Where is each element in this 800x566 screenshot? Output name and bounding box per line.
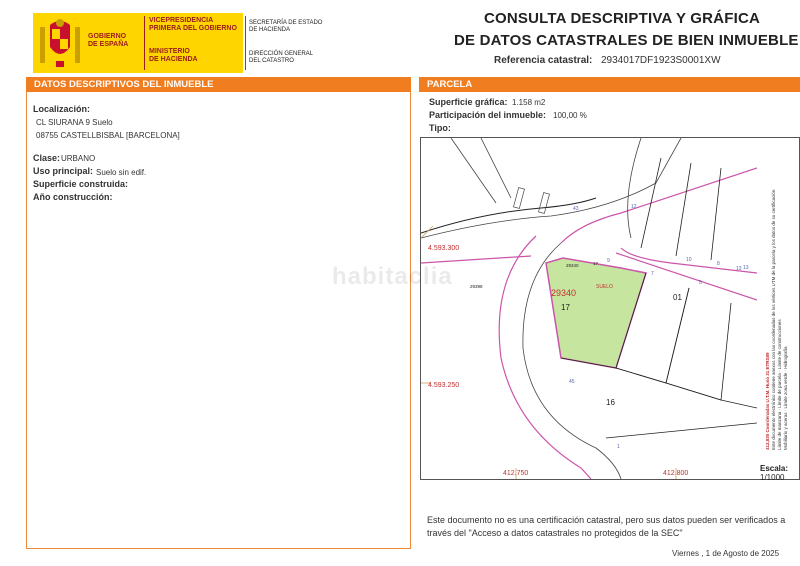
street-number: 45 [569, 379, 575, 385]
ref-catastral-label: Referencia catastral: [494, 55, 593, 66]
gov-divider-2 [245, 16, 246, 70]
neighbour-parcel [666, 288, 731, 400]
cadastral-map [421, 138, 757, 479]
superficie-grafica-label: Superficie gráfica: [429, 97, 508, 107]
small-label-b: 17 [593, 261, 599, 266]
neighbour-parcel [641, 158, 661, 248]
ref-catastral-value: 2934017DF1923S0001XW [601, 55, 721, 66]
parcel-16-label: 16 [606, 398, 615, 407]
parcel-number-label: 17 [561, 303, 570, 312]
legend-note: Este documento electrónico contiene anexos con las coordenadas de los vértices UTM de la parcela y los datos de su certificación [771, 189, 776, 450]
clase-label: Clase: [33, 153, 61, 163]
address-line1: CL SIURANA 9 Suelo [36, 118, 113, 127]
legend-item: Mobiliario y aceras [783, 412, 788, 450]
gov-col3-bottom-line1: DIRECCIÓN GENERAL [249, 51, 314, 57]
map-legend: 412,830 Coordenadas U.T.M. Huso 31 ETRS89 Este documento electrónico contiene anexos con las coordenadas de los vértices UTM de la parcela y los datos de su certificación Límite de manzana · Límite de parcela · Límite de construcciones Mobiliario y aceras · Límite zona verde · Hidrografía [757, 138, 800, 464]
tipo-label: Tipo: [429, 123, 451, 133]
gov-col2-top [149, 17, 237, 33]
gov-col3-bottom [249, 51, 313, 65]
street-number: 7 [651, 271, 654, 277]
parcel-id-label: 29340 [551, 288, 577, 298]
gov-col2-bottom [149, 48, 198, 64]
gov-col1 [88, 33, 128, 49]
coord-y-upper: 4.593.300 [428, 245, 460, 252]
participacion-value: 100,00 % [553, 111, 587, 120]
legend-item: Límite de construcciones [777, 319, 782, 370]
street-number: 13 [743, 265, 749, 271]
descriptive-data-header: DATOS DESCRIPTIVOS DEL INMUEBLE [26, 77, 411, 92]
gov-col2-top-line2: PRIMERA DEL GOBIERNO [149, 25, 237, 32]
map-building [539, 193, 550, 214]
map-road-edge-pink [561, 168, 757, 243]
superficie-construida-label: Superficie construida: [33, 179, 129, 189]
coord-x-right: 412.800 [663, 470, 689, 477]
small-label-a: 29340 [566, 263, 579, 268]
legend-item: Hidrografía [783, 346, 788, 369]
superficie-grafica-value: 1.158 m2 [512, 98, 546, 107]
street-number: 43 [573, 206, 579, 212]
coord-x-left: 412.750 [503, 470, 529, 477]
gov-col2-top-line1: VICEPRESIDENCIA [149, 17, 214, 24]
selected-parcel [546, 258, 646, 368]
gov-col1-line2: DE ESPAÑA [88, 41, 129, 48]
map-block-line [421, 198, 596, 233]
legend-item: Límite de manzana [777, 411, 782, 450]
small-label-c: 29398 [470, 284, 483, 289]
map-building [514, 188, 525, 209]
gov-col3-bottom-line2: DEL CATASTRO [249, 58, 294, 64]
document-title-line2: DE DATOS CATASTRALES DE BIEN INMUEBLE [454, 32, 799, 49]
neighbour-parcel [561, 358, 757, 408]
street-number: 8 [717, 261, 720, 267]
scale-label: Escala: [760, 464, 789, 473]
gov-divider [144, 16, 145, 70]
legend-coords: 412,830 Coordenadas U.T.M. Huso 31 ETRS89 [765, 352, 770, 450]
descriptive-data-panel [26, 77, 411, 549]
map-block-line [481, 138, 511, 198]
map-street-line [421, 256, 531, 263]
parcel-01-label: 01 [673, 293, 682, 302]
participacion-label: Participación del inmueble: [429, 110, 547, 120]
watermark: habitaclia [332, 263, 453, 290]
document-date: Viernes , 1 de Agosto de 2025 [672, 549, 780, 558]
map-block-line [421, 138, 681, 238]
neighbour-parcel [676, 163, 691, 256]
parcela-header: PARCELA [419, 77, 800, 92]
street-number: 5 [699, 280, 702, 286]
anio-construccion-label: Año construcción: [33, 192, 113, 202]
street-number: 13 [736, 266, 742, 272]
map-block-line [451, 138, 496, 203]
localizacion-label: Localización: [33, 104, 91, 114]
street-number: 9 [607, 258, 610, 264]
legend-item: Límite de parcela [777, 373, 782, 408]
street-number: 10 [686, 257, 692, 263]
disclaimer-text: Este documento no es una certificación catastral, pero sus datos pueden ser verificados a través del "Acceso a datos catastrales no protegidos de la SEC" [427, 515, 786, 538]
map-scale [760, 464, 800, 482]
coat-of-arms-icon [38, 17, 82, 69]
uso-principal-label: Uso principal: [33, 166, 94, 176]
legend-item: Límite zona verde [783, 372, 788, 409]
uso-principal-value: Suelo sin edif. [96, 168, 147, 177]
coord-y-lower: 4.593.250 [428, 382, 460, 389]
suelo-tag: SUELO [596, 284, 613, 290]
clase-value: URBANO [61, 154, 96, 163]
scale-value: 1/1000 [760, 473, 785, 482]
gov-col2-bottom-line2: DE HACIENDA [149, 56, 198, 63]
gov-col2-bottom-line1: MINISTERIO [149, 48, 190, 55]
gov-col1-line1: GOBIERNO [88, 33, 127, 40]
address-line2: 08755 CASTELLBISBAL [BARCELONA] [36, 131, 180, 140]
map-block-line [628, 138, 641, 238]
gov-col3-top-line1: SECRETARÍA DE ESTADO [249, 20, 323, 26]
neighbour-parcel [606, 423, 757, 438]
street-number: 1 [617, 444, 620, 450]
gov-col3-top [249, 20, 322, 34]
document-title-line1: CONSULTA DESCRIPTIVA Y GRÁFICA [484, 10, 761, 27]
gov-col3-top-line2: DE HACIENDA [249, 27, 291, 33]
street-number: 12 [631, 204, 637, 210]
